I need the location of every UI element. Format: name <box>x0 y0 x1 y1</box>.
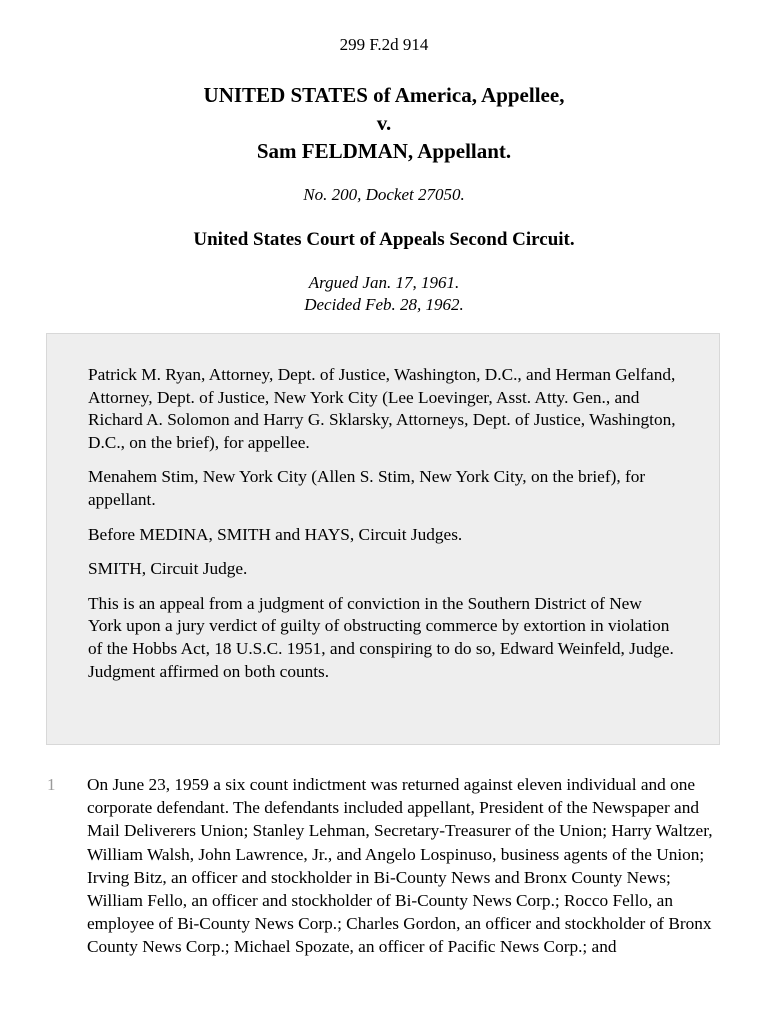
case-title <box>0 81 768 165</box>
docket-number: No. 200, Docket 27050. <box>303 185 465 204</box>
decided-date: Decided Feb. 28, 1962. <box>304 295 464 314</box>
counsel-for-appellant: Menahem Stim, New York City (Allen S. Stim, New York City, on the brief), for appellant. <box>88 467 646 509</box>
paragraph-text: On June 23, 1959 a six count indictment was returned against eleven individual and one corporate defendant. The defendants included appellant, President of the Newspaper and Mail Deliverers Union; Stanley Lehman, Secretary-Treasurer of the Union; Harry Waltzer, William Walsh, John Lawrence, Jr., and Angelo Lospinuso, business agents of the Union; Irving Bitz, an officer and stockholder in Bi-County News and Bronx County News; William Fello, an officer and stockholder of Bi-County News Corp.; Rocco Fello, an employee of Bi-County News Corp.; Charles Gordon, an officer and stockholder of Bronx County News Corp.; Michael Spozate, an officer of Pacific News Corp.; and <box>87 775 713 957</box>
counsel-for-appellee: Patrick M. Ryan, Attorney, Dept. of Justice, Washington, D.C., and Herman Gelfand, Attorney, Dept. of Justice, New York City (Lee Loevinger, Asst. Atty. Gen., and Richard A. Solomon and Harry G. Sklarsky, Attorneys, Dept. of Justice, Washington, D.C., on the brief), for appellee. <box>88 365 676 452</box>
case-dates <box>0 272 768 316</box>
paragraph-number: 1 <box>47 775 56 794</box>
judges-panel: Before MEDINA, SMITH and HAYS, Circuit Judges. <box>88 524 463 544</box>
case-title-versus: v. <box>376 111 392 135</box>
case-title-appellant: Sam FELDMAN, Appellant. <box>256 139 512 163</box>
case-summary-box <box>46 333 720 745</box>
case-citation: 299 F.2d 914 <box>339 35 429 54</box>
argued-date: Argued Jan. 17, 1961. <box>308 273 460 292</box>
opinion-author: SMITH, Circuit Judge. <box>88 559 248 579</box>
case-title-appellee: UNITED STATES of America, Appellee, <box>203 83 565 107</box>
opinion-intro: This is an appeal from a judgment of conviction in the Southern District of New York upon a jury verdict of guilty of obstructing commerce by extortion in violation of the Hobbs Act, 18 U.S.C. 1951, and conspiring to do so, Edward Weinfeld, Judge. Judgment affirmed on both counts. <box>88 593 674 681</box>
court-name: United States Court of Appeals Second Circuit. <box>193 229 575 250</box>
